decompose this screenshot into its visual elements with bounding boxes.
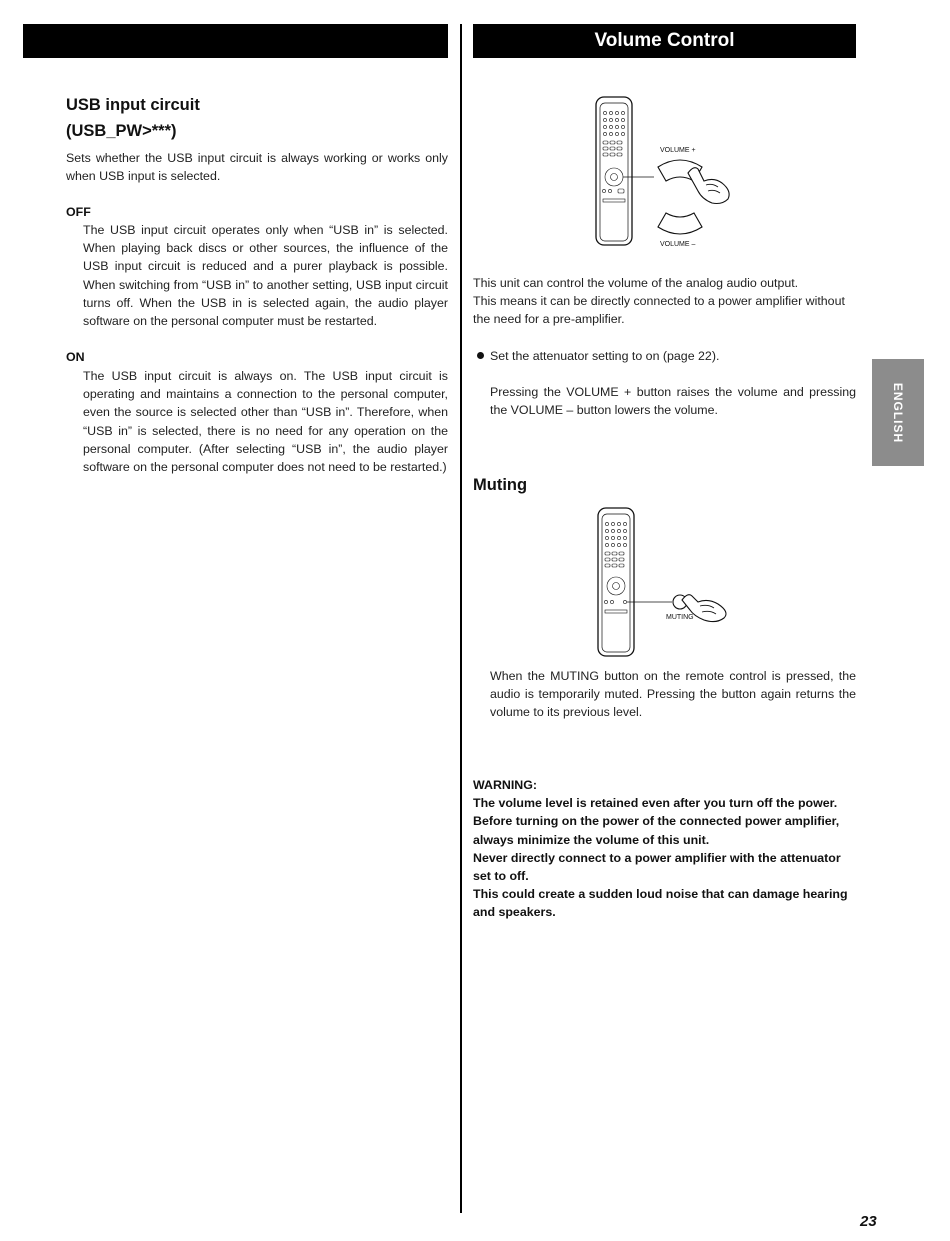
usb-title-line1: USB input circuit [66,96,200,114]
volume-control-header: Volume Control [473,24,856,58]
volume-remote-figure [590,95,740,250]
off-term: OFF [66,205,91,219]
page-number: 23 [860,1213,877,1230]
usb-section-title [66,92,446,144]
left-header-bar [23,24,448,58]
on-description: The USB input circuit is always on. The USB input circuit is operating and maintains a connection to the personal computer, even the source is selected other than “USB in”. Therefore, when “USB in” is selected, there is no need for any operation on the personal computer. (After selecting “USB in”, the audio player software on the personal computer does not need to be restarted.) [83,369,448,475]
bullet-icon [477,352,484,359]
muting-text: When the MUTING button on the remote control is pressed, the audio is temporarily muted. Pressing the button again returns the volume to its previous level. [490,669,856,720]
warning-line-4: This could create a sudden loud noise that can damage hearing and speakers. [473,887,848,920]
off-description: The USB input circuit operates only when “USB in” is selected. When playing back discs or other sources, the influence of the USB input circuit is reduced and a purer playback is possible. When switching from “USB in” to another setting, USB input circuit turns off. When the USB in is selected again, the audio player software on the personal computer must be restarted. [83,223,448,329]
volume-press-text: Pressing the VOLUME + button raises the volume and pressing the VOLUME – button lowers the volume. [490,385,856,418]
remote-control-illustration [598,508,634,656]
warning-line-1: The volume level is retained even after you turn off the power. [473,796,838,811]
warning-label: WARNING: [473,778,538,792]
muting-remote-figure [592,506,742,661]
muting-fig-label: MUTING [666,614,694,621]
volume-plus-label: VOLUME + [660,147,696,154]
warning-line-2: Before turning on the power of the connected power amplifier, always minimize the volume of this unit. [473,814,840,847]
language-tab-label: ENGLISH [891,382,905,443]
muting-title: Muting [473,476,528,494]
warning-block [473,776,857,922]
warning-line-3: Never directly connect to a power amplifier with the attenuator set to off. [473,850,841,884]
on-term: ON [66,350,85,364]
usb-intro: Sets whether the USB input circuit is always working or works only when USB input is selected. [66,151,448,184]
attenuator-note: Set the attenuator setting to on (page 22). [490,349,720,363]
volume-intro-1: This unit can control the volume of the analog audio output. [473,276,799,290]
language-tab [872,359,924,466]
volume-intro-2: This means it can be directly connected to a power amplifier without the need for a pre-amplifier. [473,294,845,327]
usb-title-line2: (USB_PW>***) [66,122,177,140]
volume-minus-label: VOLUME – [660,241,696,248]
column-divider [460,24,462,1213]
remote-control-illustration [596,97,632,245]
